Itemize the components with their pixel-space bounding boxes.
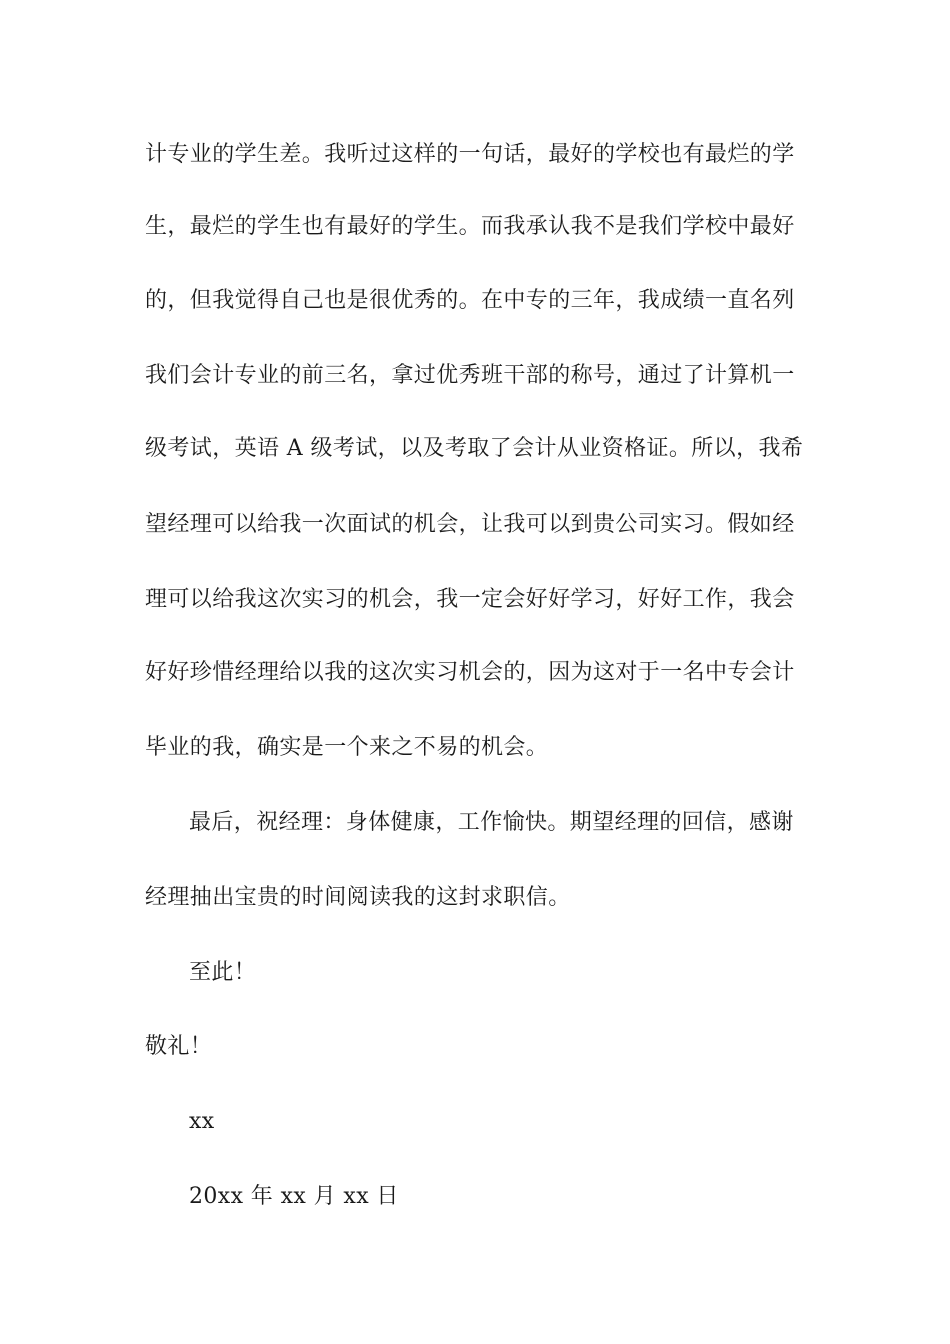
paragraph-line: 的，但我觉得自己也是很优秀的。在中专的三年，我成绩一直名列 bbox=[145, 288, 795, 313]
paragraph-line: 最后，祝经理：身体健康，工作愉快。期望经理的回信，感谢 bbox=[189, 810, 794, 835]
signature-name: xx bbox=[189, 1109, 215, 1134]
paragraph-line: 毕业的我，确实是一个来之不易的机会。 bbox=[145, 735, 549, 760]
salutation-line: 敬礼！ bbox=[145, 1034, 213, 1059]
paragraph-line: 级考试，英语 A 级考试，以及考取了会计从业资格证。所以，我希 bbox=[145, 436, 804, 461]
paragraph-line: 好好珍惜经理给以我的这次实习机会的，因为这对于一名中专会计 bbox=[145, 660, 795, 685]
paragraph-line: 望经理可以给我一次面试的机会，让我可以到贵公司实习。假如经 bbox=[145, 512, 795, 537]
paragraph-line: 理可以给我这次实习的机会，我一定会好好学习，好好工作，我会 bbox=[145, 587, 795, 612]
paragraph-line: 生，最烂的学生也有最好的学生。而我承认我不是我们学校中最好 bbox=[145, 214, 795, 239]
paragraph-line: 我们会计专业的前三名，拿过优秀班干部的称号，通过了计算机一 bbox=[145, 363, 795, 388]
closing-line: 至此！ bbox=[189, 960, 257, 985]
paragraph-line: 计专业的学生差。我听过这样的一句话，最好的学校也有最烂的学 bbox=[145, 142, 795, 167]
signature-date: 20xx 年 xx 月 xx 日 bbox=[189, 1184, 399, 1209]
paragraph-line: 经理抽出宝贵的时间阅读我的这封求职信。 bbox=[145, 885, 571, 910]
